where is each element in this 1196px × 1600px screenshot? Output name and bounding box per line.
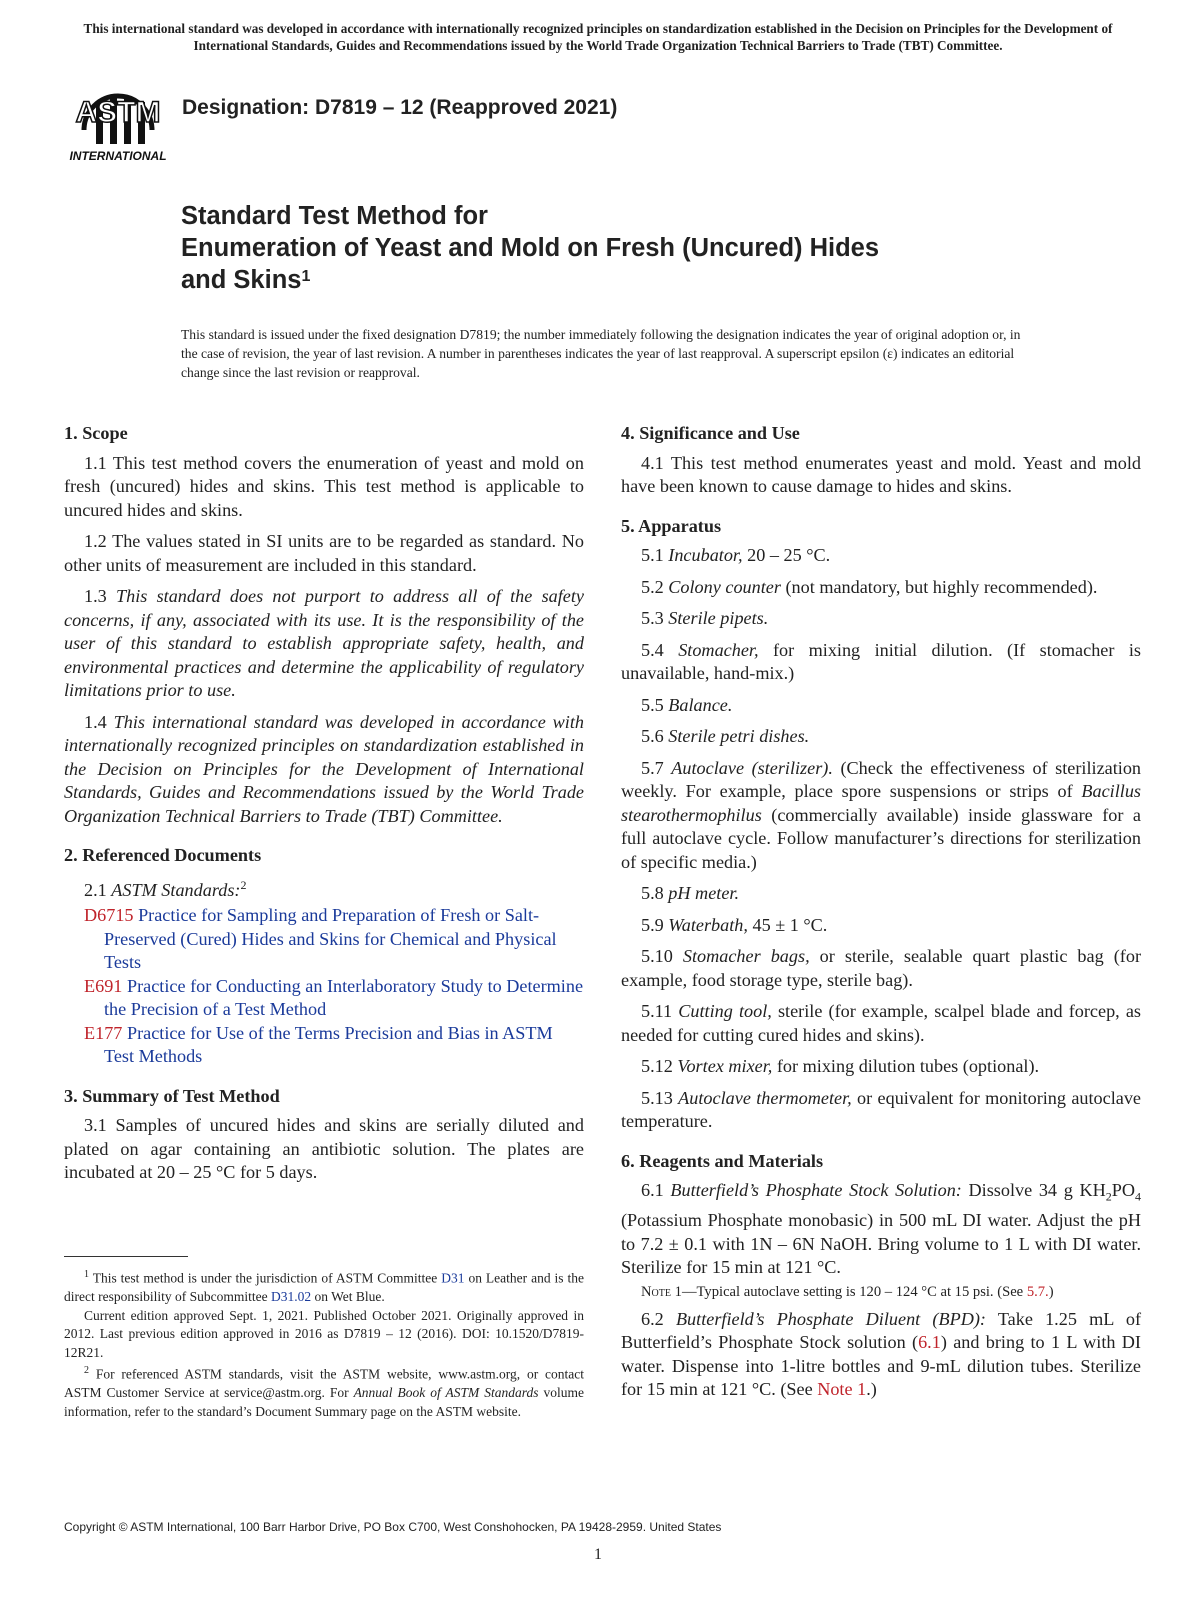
apparatus-5-6: 5.6 Sterile petri dishes. [641, 726, 810, 746]
section-5-heading: 5. Apparatus [621, 515, 722, 536]
section-3-heading: 3. Summary of Test Method [64, 1085, 280, 1106]
title-footnote-ref[interactable]: 1 [301, 268, 311, 285]
right-column [621, 422, 1141, 1410]
section-2-heading: 2. Referenced Documents [64, 845, 262, 865]
footnotes [64, 1266, 584, 1421]
title-line-1: Standard Test Method for [181, 202, 488, 230]
footnote-1-edition: Current edition approved Sept. 1, 2021. Published October 2021. Originally approved in 2012. Last previous edition approved in 2016 as D7819 – 12 (2016). DOI: 10.1520/D7819-12R21. [64, 1307, 584, 1360]
footnote-2: $^2$ For referenced ASTM standards, visit the ASTM website, www.astm.org, or contact ASTM Customer Service at service@astm.org. For Annual Book of ASTM Standards volume information, refer to the standard’s Document Summary page on the ASTM website. [64, 1365, 584, 1419]
apparatus-5-10: 5.10 Stomacher bags, or sterile, sealable quart plastic bag (for example, food storage type, sterile bag). [621, 946, 1142, 990]
note-1: Note 1—Typical autoclave setting is 120 – 124 °C at 15 psi. (See 5.7.) [641, 1283, 1054, 1300]
apparatus-5-4: 5.4 Stomacher, for mixing initial dilution. (If stomacher is unavailable, hand-mix.) [621, 639, 1141, 683]
designation: Designation: D7819 – 12 (Reapproved 2021) [182, 96, 618, 119]
para-3-1: 3.1 Samples of uncured hides and skins are serially diluted and plated on agar containing an antibiotic solution. The plates are incubated at 20 – 25 °C for 5 days. [64, 1115, 584, 1183]
para-1-2: 1.2 The values stated in SI units are to be regarded as standard. No other units of measurement are included in this standard. [64, 531, 584, 575]
top-notice: This international standard was developed in accordance with internationally recognized principles on standardization established in the Decision on Principles for the Development of International Standards, Guides and Recommendations issued by the World Trade Organization Technical Barriers to Trade (TBT) Committee. [83, 21, 1113, 53]
apparatus-5-2: 5.2 Colony counter (not mandatory, but highly recommended). [641, 576, 1098, 597]
para-1-4: 1.4 This international standard was developed in accordance with internationally recognized principles on standardization established in the Decision on Principles for the Development of International Standards, Guides and Recommendations issued by the World Trade Organization Technical Barriers to Trade (TBT) Committee. [64, 711, 585, 826]
left-column [64, 422, 584, 1193]
title-line-2: Enumeration of Yeast and Mold on Fresh (Uncured) Hides [181, 234, 880, 262]
para-1-1: 1.1 This test method covers the enumeration of yeast and mold on fresh (uncured) hides and skins. This test method is applicable to uncured hides and skins. [64, 452, 584, 520]
footnote-divider [64, 1256, 188, 1257]
link-d31-02[interactable]: D31.02 [270, 1289, 312, 1304]
footnote-2-ref[interactable]: 2 [240, 877, 247, 892]
para-2-1: 2.1 ASTM Standards:$^2$ [84, 877, 247, 900]
apparatus-5-11: 5.11 Cutting tool, sterile (for example, scalpel blade and forcep, as needed for cutting cured hides and skins). [621, 1001, 1141, 1045]
footnote-1: $^1$ This test method is under the jurisdiction of ASTM Committee D31 on Leather and is the direct responsibility of Subcommittee D31.02 on Wet Blue. [64, 1269, 584, 1304]
document-title [181, 200, 1081, 296]
para-1-3: 1.3 This standard does not purport to address all of the safety concerns, if any, associated with its use. It is the responsibility of the user of this standard to establish appropriate safety, health, and environmental practices and determine the applicability of regulatory limitations prior to use. [64, 586, 584, 700]
ref-e691[interactable]: E691 Practice for Conducting an Interlaboratory Study to Determine the Precision of a Test Method [84, 975, 584, 1020]
svg-text:ASTM: ASTM [75, 96, 161, 129]
section-6-heading: 6. Reagents and Materials [621, 1150, 824, 1171]
note-1-link[interactable]: 5.7. [1026, 1283, 1049, 1300]
ref-e177[interactable]: E177 Practice for Use of the Terms Precision and Bias in ASTM Test Methods [84, 1022, 553, 1067]
apparatus-5-5: 5.5 Balance. [641, 694, 733, 715]
apparatus-5-7: 5.7 Autoclave (sterilizer). (Check the effectiveness of sterilization weekly. For example, place spore suspensions or strips of Bacillus stearothermophilus (commercially available) inside glassware for a full autoclave cycle. Follow manufacturer’s directions for sterilization of specific media.) [621, 757, 1142, 872]
title-line-3: and Skins$^1$ [181, 266, 311, 294]
apparatus-5-3: 5.3 Sterile pipets. [641, 608, 769, 628]
issued-note: This standard is issued under the fixed designation D7819; the number immediately following the designation indicates the year of original adoption or, in the case of revision, the year of last revision. A number in parentheses indicates the year of last reapproval. A superscript epsilon (ε) indicates an editorial change since the last revision or reapproval. [181, 327, 1021, 380]
section-4-heading: 4. Significance and Use [621, 423, 800, 443]
para-6-1-link[interactable]: 6.1 [918, 1332, 941, 1353]
para-4-1: 4.1 This test method enumerates yeast and mold. Yeast and mold have been known to cause damage to hides and skins. [621, 452, 1141, 496]
para-6-1: 6.1 Butterfield’s Phosphate Stock Solution: Dissolve 34 g $KH_2PO_4$ (Potassium Phosphate monobasic) in 500 mL DI water. Adjust the pH to 7.2 ± 0.1 with 1N – 6N NaOH. Bring volume to 1 L with DI water. Sterilize for 15 min at 121 °C. [621, 1180, 1141, 1278]
ref-d6715[interactable]: D6715 Practice for Sampling and Preparation of Fresh or Salt-Preserved (Cured) Hides and Skins for Chemical and Physical Tests [84, 905, 557, 973]
para-6-2: 6.2 Butterfield’s Phosphate Diluent (BPD): Take 1.25 mL of Butterfield’s Phosphate Stock solution (6.1) and bring to 1 L with DI water. Dispense into 1-litre bottles and 9-mL dilution tubes. Sterilize for 15 min at 121 °C. (See Note 1.) [621, 1308, 1142, 1400]
astm-logo [66, 72, 170, 164]
apparatus-5-8: 5.8 pH meter. [641, 883, 739, 903]
apparatus-5-1: 5.1 Incubator, 20 – 25 °C. [641, 545, 831, 565]
apparatus-5-9: 5.9 Waterbath, 45 ± 1 °C. [641, 914, 828, 935]
apparatus-5-12: 5.12 Vortex mixer, for mixing dilution tubes (optional). [641, 1056, 1040, 1076]
apparatus-5-13: 5.13 Autoclave thermometer, or equivalent for monitoring autoclave temperature. [621, 1087, 1142, 1131]
copyright: Copyright © ASTM International, 100 Barr Harbor Drive, PO Box C700, West Conshohocken, PA 19428-2959. United States [64, 1520, 722, 1534]
note-1-ref-link[interactable]: Note 1 [817, 1379, 867, 1400]
section-1-heading: 1. Scope [64, 423, 128, 443]
link-d31[interactable]: D31 [441, 1270, 465, 1286]
page-number: 1 [594, 1546, 602, 1563]
svg-text:INTERNATIONAL: INTERNATIONAL [69, 149, 167, 163]
